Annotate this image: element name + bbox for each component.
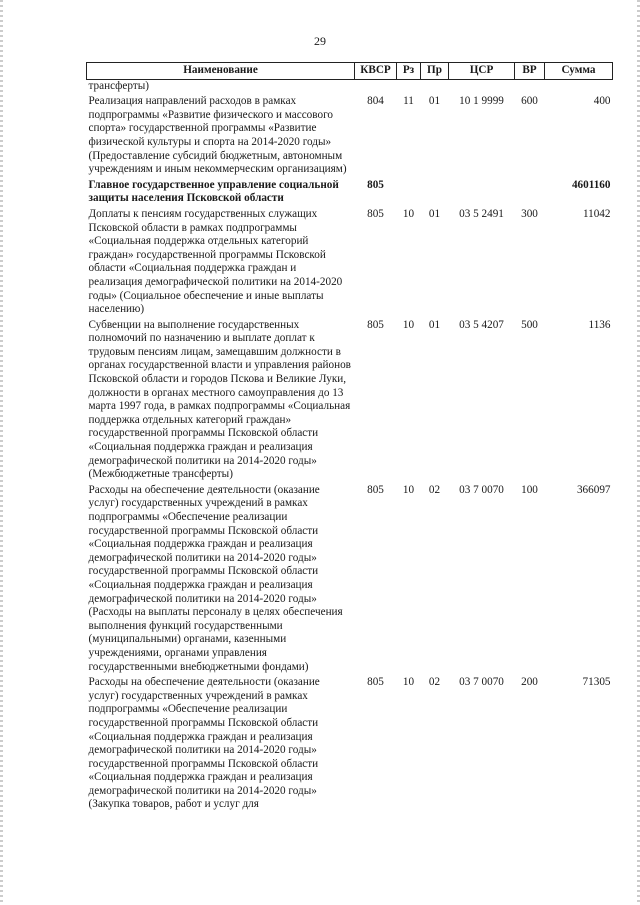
- table-row: [87, 484, 613, 676]
- row-pr: 02: [428, 676, 441, 689]
- page-number: 29: [314, 34, 326, 48]
- row-pr: [421, 79, 449, 95]
- row-vr: 100: [521, 483, 538, 496]
- row-name: Расходы на обеспечение деятельности (оказание услуг) государственных учреждений в рамках подпрограммы «Обеспечение реализации государственной программы Псковской области «Социальная поддержка граждан и реализация демографической политики на 2014-2020 годы» государственной программы Псковской области «Социальная поддержка граждан и реализация демографической политики на 2014-2020 годы» (Расходы на выплаты персоналу в целях обеспечения выполнения функций государственными (муниципальными) органами, казенными учреждениями, органами управления государственными внебюджетными фондами): [88, 483, 343, 673]
- row-kvsr: 805: [367, 483, 384, 496]
- row-name: трансферты): [88, 79, 149, 92]
- row-rz: [397, 79, 421, 95]
- scan-edge-left: [0, 0, 3, 905]
- row-sum: 366097: [576, 483, 611, 496]
- row-vr: 600: [521, 95, 538, 108]
- row-pr: 01: [428, 95, 441, 108]
- table-body: [87, 79, 613, 814]
- row-rz: 10: [402, 483, 415, 496]
- row-name: Доплаты к пенсиям государственных служащих Псковской области в рамках подпрограммы «Социальная поддержка отдельных категорий граждан» государственной программы Псковской области «Социальная поддержка граждан и реализация демографической политики на 2014-2020 годы» (Социальное обеспечение и иные выплаты населению): [88, 207, 343, 316]
- row-name: Субвенции на выполнение государственных полномочий по назначению и выплате доплат к трудовым пенсиям лицам, замещавшим должности в органах государственной власти и управления районов Псковской области и городов Пскова и Великие Луки, должности в органах местного самоуправления до 13 марта 1997 года, в рамках подпрограммы «Социальная поддержка отдельных категорий граждан» государственной программы Псковской области «Социальная поддержка граждан и реализация демографической политики на 2014-2020 годы» (Межбюджетные трансферты): [88, 318, 351, 481]
- row-vr: 200: [521, 676, 538, 689]
- row-kvsr: 805: [367, 676, 384, 689]
- row-sum: 1136: [588, 318, 611, 331]
- row-pr: 02: [428, 483, 441, 496]
- row-sum: 11042: [582, 207, 611, 220]
- row-sum: 71305: [582, 676, 611, 689]
- row-name: Расходы на обеспечение деятельности (оказание услуг) государственных учреждений в рамках подпрограммы «Обеспечение реализации государственной программы Псковской области «Социальная поддержка граждан и реализация демографической политики на 2014-2020 годы» государственной программы Псковской области «Социальная поддержка граждан и реализация демографической политики на 2014-2020 годы» (Закупка товаров, работ и услуг для: [88, 676, 320, 811]
- row-kvsr: 805: [367, 178, 384, 191]
- row-pr: 01: [428, 207, 441, 220]
- header-vr: ВР: [515, 63, 545, 80]
- row-sum: 4601160: [571, 178, 611, 191]
- header-name: Наименование: [87, 63, 355, 80]
- row-kvsr: [355, 79, 397, 95]
- row-pr: [421, 179, 449, 208]
- row-kvsr: 805: [367, 207, 384, 220]
- header-pr: Пр: [421, 63, 449, 80]
- row-csr: [449, 79, 515, 95]
- row-name: Главное государственное управление социальной защиты населения Псковской области: [88, 178, 339, 205]
- row-csr: 10 1 9999: [459, 95, 504, 108]
- table-row-department: [87, 179, 613, 208]
- row-name: Реализация направлений расходов в рамках подпрограммы «Развитие физического и массового спорта» государственной программы «Развитие физической культуры и спорта на 2014-2020 годы» (Предоставление субсидий бюджетным, автономным учреждениям и иным некоммерческим организациям): [88, 95, 347, 176]
- row-pr: 01: [428, 318, 441, 331]
- row-rz: 10: [402, 676, 415, 689]
- table-row: [87, 319, 613, 484]
- row-csr: 03 7 0070: [459, 483, 504, 496]
- header-sum: Сумма: [545, 63, 613, 80]
- row-csr: [449, 179, 515, 208]
- row-vr: [515, 179, 545, 208]
- row-rz: 10: [402, 207, 415, 220]
- row-vr: 300: [521, 207, 538, 220]
- row-rz: 11: [403, 95, 414, 108]
- header-csr: ЦСР: [449, 63, 515, 80]
- row-vr: 500: [521, 318, 538, 331]
- table-row: [87, 208, 613, 319]
- row-kvsr: 805: [367, 318, 384, 331]
- budget-table: [86, 62, 613, 814]
- row-vr: [515, 79, 545, 95]
- row-kvsr: 804: [367, 95, 384, 108]
- row-rz: 10: [402, 318, 415, 331]
- row-rz: [397, 179, 421, 208]
- header-rz: Рз: [397, 63, 421, 80]
- row-sum: 400: [593, 95, 611, 108]
- row-sum: [545, 79, 613, 95]
- row-csr: 03 5 4207: [459, 318, 504, 331]
- row-csr: 03 7 0070: [459, 676, 504, 689]
- table-row: [87, 676, 613, 814]
- table-row: [87, 79, 613, 95]
- table-row: [87, 95, 613, 179]
- table-header: [87, 63, 613, 80]
- header-kvsr: КВСР: [355, 63, 397, 80]
- row-csr: 03 5 2491: [459, 207, 504, 220]
